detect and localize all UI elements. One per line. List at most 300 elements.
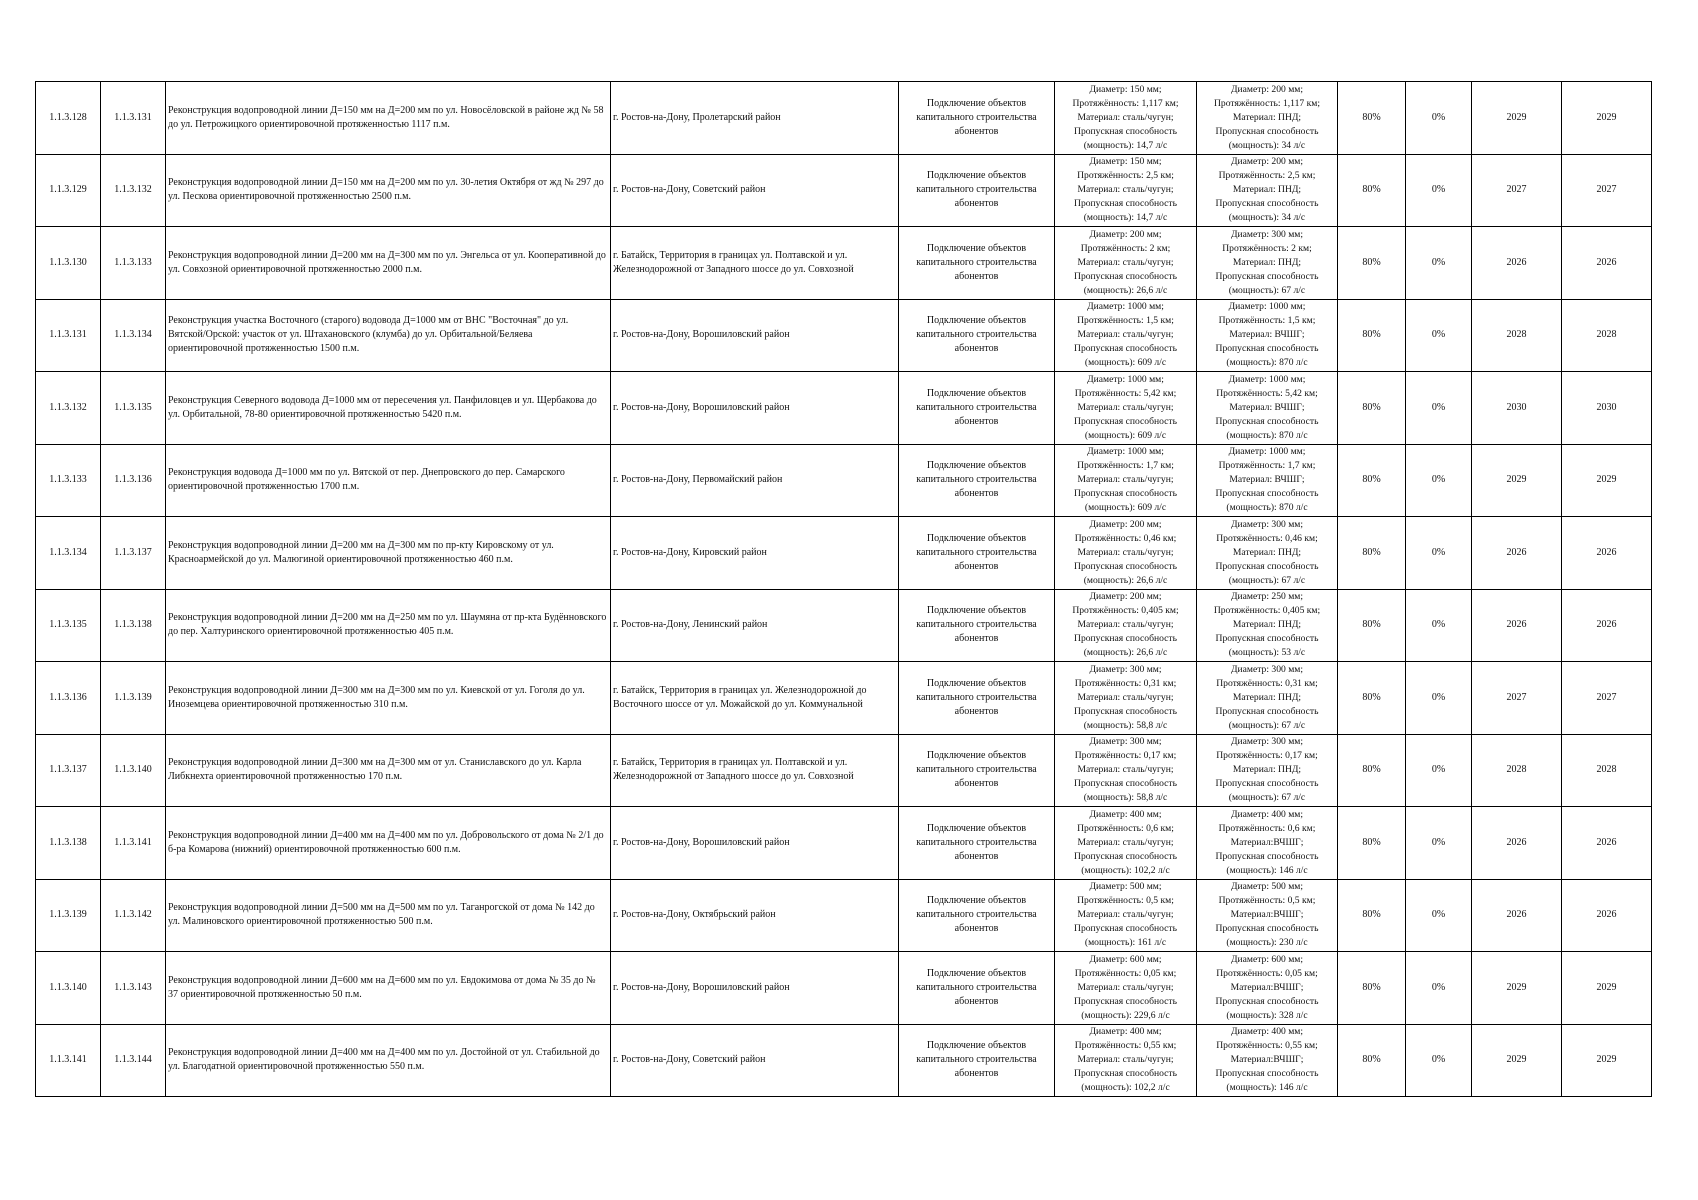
table-row <box>36 952 1652 1025</box>
project-location: г. Ростов-на-Дону, Пролетарский район <box>611 82 899 155</box>
row-number: 1.1.3.130 <box>36 227 101 300</box>
project-name: Реконструкция водопроводной линии Д=500 мм на Д=500 мм по ул. Таганрогской от дома № 142 до ул. Малиновского ориентировочной протяженностью 500 п.м. <box>166 879 611 952</box>
table-row <box>36 662 1652 735</box>
specs-before-line: Материал: сталь/чугун; <box>1077 619 1174 631</box>
progress-percent: 80% <box>1338 154 1406 227</box>
specs-after-line: (мощность): 67 л/с <box>1228 284 1306 296</box>
specs-before-line: Протяжённость: 0,17 км; <box>1074 750 1177 762</box>
specs-before-line: Материал: сталь/чугун; <box>1077 909 1174 921</box>
specs-before-line: Протяжённость: 0,55 км; <box>1074 1040 1177 1052</box>
project-name: Реконструкция водопроводной линии Д=150 мм на Д=200 мм по ул. Новосёловской в районе жд № 58 до ул. Петрожицкого ориентировочной протяженностью 1117 п.м. <box>166 82 611 155</box>
specs-after-line: Материал:ВЧШГ; <box>1230 1054 1304 1066</box>
end-year: 2030 <box>1562 372 1652 445</box>
specs-before-line: Протяжённость: 0,46 км; <box>1074 532 1177 544</box>
specs-before-line: Материал: сталь/чугун; <box>1077 691 1174 703</box>
project-purpose: Подключение объектов капитального строительства абонентов <box>899 662 1055 735</box>
specs-before <box>1055 154 1197 227</box>
specs-before <box>1055 227 1197 300</box>
specs-after-line: Диаметр: 1000 мм; <box>1228 446 1306 458</box>
specs-before-line: Пропускная способность <box>1074 778 1177 790</box>
end-year: 2026 <box>1562 227 1652 300</box>
end-year: 2026 <box>1562 517 1652 590</box>
start-year: 2029 <box>1472 82 1562 155</box>
progress-percent: 80% <box>1338 662 1406 735</box>
end-year: 2027 <box>1562 662 1652 735</box>
document-page <box>35 81 1652 1097</box>
project-location: г. Ростов-на-Дону, Ворошиловский район <box>611 807 899 880</box>
specs-before-line: Пропускная способность <box>1074 488 1177 500</box>
start-year: 2028 <box>1472 734 1562 807</box>
project-location: г. Ростов-на-Дону, Кировский район <box>611 517 899 590</box>
specs-after-line: (мощность): 34 л/с <box>1228 139 1306 151</box>
project-purpose: Подключение объектов капитального строительства абонентов <box>899 517 1055 590</box>
specs-before <box>1055 952 1197 1025</box>
row-number: 1.1.3.131 <box>36 299 101 372</box>
table-row <box>36 444 1652 517</box>
progress-percent: 80% <box>1338 952 1406 1025</box>
specs-before-line: Пропускная способность <box>1074 415 1177 427</box>
project-code: 1.1.3.144 <box>101 1024 166 1097</box>
project-location: г. Ростов-на-Дону, Первомайский район <box>611 444 899 517</box>
progress-percent: 80% <box>1338 227 1406 300</box>
specs-after-line: Материал: ПНД; <box>1232 546 1302 558</box>
table-row <box>36 1024 1652 1097</box>
progress-percent: 80% <box>1338 734 1406 807</box>
project-purpose: Подключение объектов капитального строительства абонентов <box>899 227 1055 300</box>
specs-before-line: (мощность): 58,8 л/с <box>1083 792 1168 804</box>
specs-after-line: Протяжённость: 0,6 км; <box>1218 822 1316 834</box>
project-name: Реконструкция водопроводной линии Д=150 мм на Д=200 мм по ул. 30-летия Октября от жд № 297 до ул. Пескова ориентировочной протяженностью 2500 п.м. <box>166 154 611 227</box>
progress-percent: 80% <box>1338 299 1406 372</box>
specs-before-line: Пропускная способность <box>1074 270 1177 282</box>
specs-after-line: Пропускная способность <box>1215 778 1319 790</box>
completion-percent: 0% <box>1406 227 1472 300</box>
completion-percent: 0% <box>1406 154 1472 227</box>
progress-percent: 80% <box>1338 1024 1406 1097</box>
table-row <box>36 517 1652 590</box>
specs-after-line: Пропускная способность <box>1215 705 1319 717</box>
completion-percent: 0% <box>1406 879 1472 952</box>
specs-after-line: Протяжённость: 0,31 км; <box>1216 677 1318 689</box>
specs-after-line: (мощность): 53 л/с <box>1228 647 1306 659</box>
progress-percent: 80% <box>1338 589 1406 662</box>
progress-percent: 80% <box>1338 517 1406 590</box>
project-code: 1.1.3.143 <box>101 952 166 1025</box>
specs-after-line: Протяжённость: 0,405 км; <box>1213 605 1321 617</box>
specs-before-line: Материал: сталь/чугун; <box>1077 184 1174 196</box>
specs-before-line: Протяжённость: 1,7 км; <box>1077 460 1174 472</box>
specs-before-line: (мощность): 102,2 л/с <box>1081 864 1170 876</box>
row-number: 1.1.3.138 <box>36 807 101 880</box>
row-number: 1.1.3.133 <box>36 444 101 517</box>
project-name: Реконструкция водопроводной линии Д=600 мм на Д=600 мм по ул. Евдокимова от дома № 35 до № 37 ориентировочной протяженностью 50 п.м. <box>166 952 611 1025</box>
specs-after-line: Протяжённость: 0,46 км; <box>1216 532 1318 544</box>
specs-before <box>1055 372 1197 445</box>
specs-before-line: Диаметр: 400 мм; <box>1089 1026 1162 1038</box>
specs-after-line: (мощность): 230 л/с <box>1226 937 1308 949</box>
specs-before-line: (мощность): 229,6 л/с <box>1081 1009 1170 1021</box>
specs-after-line: Материал: ПНД; <box>1232 184 1302 196</box>
specs-after-line: Пропускная способность <box>1215 1068 1319 1080</box>
project-name: Реконструкция водопроводной линии Д=400 мм на Д=400 мм по ул. Достойной от ул. Стабильной до ул. Благодатной ориентировочной протяженностью 550 п.м. <box>166 1024 611 1097</box>
progress-percent: 80% <box>1338 372 1406 445</box>
start-year: 2027 <box>1472 662 1562 735</box>
specs-before-line: Пропускная способность <box>1074 1068 1177 1080</box>
specs-after-line: Протяжённость: 0,5 км; <box>1218 895 1316 907</box>
progress-percent: 80% <box>1338 879 1406 952</box>
specs-before-line: Пропускная способность <box>1074 560 1177 572</box>
specs-after-line: Пропускная способность <box>1215 415 1319 427</box>
specs-after-line: Пропускная способность <box>1215 488 1319 500</box>
specs-after <box>1197 1024 1338 1097</box>
completion-percent: 0% <box>1406 589 1472 662</box>
project-location: г. Батайск, Территория в границах ул. Железнодорожной до Восточного шоссе от ул. Можайской до ул. Коммунальной <box>611 662 899 735</box>
specs-after-line: (мощность): 870 л/с <box>1226 429 1308 441</box>
specs-after-line: Материал: ВЧШГ; <box>1229 401 1305 413</box>
specs-before-line: Пропускная способность <box>1074 198 1177 210</box>
start-year: 2027 <box>1472 154 1562 227</box>
project-purpose: Подключение объектов капитального строительства абонентов <box>899 154 1055 227</box>
project-name: Реконструкция водопроводной линии Д=400 мм на Д=400 мм по ул. Добровольского от дома № 2/1 до б-ра Комарова (нижний) ориентировочной протяженностью 600 п.м. <box>166 807 611 880</box>
project-code: 1.1.3.133 <box>101 227 166 300</box>
specs-before-line: Протяжённость: 0,405 км; <box>1072 605 1179 617</box>
specs-before-line: Протяжённость: 5,42 км; <box>1074 387 1177 399</box>
specs-after-line: Материал:ВЧШГ; <box>1230 909 1304 921</box>
specs-before-line: (мощность): 609 л/с <box>1084 357 1167 369</box>
specs-after <box>1197 662 1338 735</box>
project-code: 1.1.3.135 <box>101 372 166 445</box>
specs-before-line: Материал: сталь/чугун; <box>1077 836 1174 848</box>
specs-before-line: Диаметр: 1000 мм; <box>1087 301 1164 313</box>
specs-before-line: Диаметр: 200 мм; <box>1089 518 1162 530</box>
specs-before-line: Пропускная способность <box>1074 995 1177 1007</box>
specs-before-line: Протяжённость: 1,117 км; <box>1072 97 1179 109</box>
specs-before-line: Материал: сталь/чугун; <box>1077 546 1174 558</box>
specs-after-line: (мощность): 870 л/с <box>1226 502 1308 514</box>
specs-before-line: Протяжённость: 2 км; <box>1080 242 1171 254</box>
row-number: 1.1.3.134 <box>36 517 101 590</box>
end-year: 2029 <box>1562 444 1652 517</box>
project-code: 1.1.3.136 <box>101 444 166 517</box>
progress-percent: 80% <box>1338 807 1406 880</box>
project-purpose: Подключение объектов капитального строительства абонентов <box>899 372 1055 445</box>
start-year: 2026 <box>1472 879 1562 952</box>
specs-after-line: Материал: ВЧШГ; <box>1229 474 1305 486</box>
table-body <box>36 82 1652 1097</box>
specs-before-line: (мощность): 609 л/с <box>1084 502 1167 514</box>
specs-after-line: (мощность): 870 л/с <box>1226 357 1308 369</box>
project-code: 1.1.3.138 <box>101 589 166 662</box>
specs-before-line: Материал: сталь/чугун; <box>1077 329 1174 341</box>
specs-after-line: Протяжённость: 5,42 км; <box>1216 387 1318 399</box>
specs-after-line: Пропускная способность <box>1215 198 1319 210</box>
progress-percent: 80% <box>1338 82 1406 155</box>
specs-after-line: Протяжённость: 0,05 км; <box>1216 967 1318 979</box>
specs-after <box>1197 879 1338 952</box>
project-location: г. Батайск, Территория в границах ул. Полтавской и ул. Железнодорожной от Западного шоссе до ул. Совхозной <box>611 734 899 807</box>
specs-before-line: Диаметр: 400 мм; <box>1089 808 1162 820</box>
project-purpose: Подключение объектов капитального строительства абонентов <box>899 879 1055 952</box>
specs-before-line: Протяжённость: 1,5 км; <box>1077 315 1174 327</box>
project-name: Реконструкция водопроводной линии Д=300 мм на Д=300 мм от ул. Станиславского до ул. Карла Либкнехта ориентировочной протяженностью 170 п.м. <box>166 734 611 807</box>
specs-before-line: Диаметр: 500 мм; <box>1089 881 1162 893</box>
specs-before-line: (мощность): 14,7 л/с <box>1083 139 1168 151</box>
specs-before-line: Диаметр: 600 мм; <box>1089 953 1162 965</box>
specs-after <box>1197 299 1338 372</box>
end-year: 2026 <box>1562 879 1652 952</box>
specs-before <box>1055 299 1197 372</box>
specs-after <box>1197 154 1338 227</box>
project-name: Реконструкция водопроводной линии Д=200 мм на Д=250 мм по ул. Шаумяна от пр-кта Будённовского до пер. Халтуринского ориентировочной протяженностью 405 п.м. <box>166 589 611 662</box>
specs-after-line: Пропускная способность <box>1215 850 1319 862</box>
specs-after <box>1197 734 1338 807</box>
specs-after-line: (мощность): 146 л/с <box>1226 864 1308 876</box>
end-year: 2028 <box>1562 299 1652 372</box>
specs-after-line: Протяжённость: 0,55 км; <box>1216 1040 1318 1052</box>
project-location: г. Ростов-на-Дону, Советский район <box>611 1024 899 1097</box>
specs-before-line: Пропускная способность <box>1074 343 1177 355</box>
table-row <box>36 589 1652 662</box>
specs-after-line: Диаметр: 1000 мм; <box>1228 301 1306 313</box>
specs-before-line: (мощность): 58,8 л/с <box>1083 719 1168 731</box>
specs-before <box>1055 879 1197 952</box>
specs-before-line: (мощность): 26,6 л/с <box>1083 647 1168 659</box>
specs-after-line: Диаметр: 300 мм; <box>1230 663 1304 675</box>
specs-after-line: Пропускная способность <box>1215 560 1319 572</box>
specs-before-line: Пропускная способность <box>1074 923 1177 935</box>
specs-before-line: Диаметр: 150 мм; <box>1089 156 1162 168</box>
table-row <box>36 734 1652 807</box>
end-year: 2029 <box>1562 1024 1652 1097</box>
specs-after-line: Диаметр: 200 мм; <box>1230 83 1304 95</box>
specs-before-line: (мощность): 26,6 л/с <box>1083 284 1168 296</box>
specs-before-line: Материал: сталь/чугун; <box>1077 401 1174 413</box>
completion-percent: 0% <box>1406 952 1472 1025</box>
specs-after-line: Протяжённость: 1,117 км; <box>1214 97 1320 109</box>
specs-before-line: Диаметр: 200 мм; <box>1089 591 1162 603</box>
specs-before <box>1055 444 1197 517</box>
specs-before <box>1055 589 1197 662</box>
completion-percent: 0% <box>1406 662 1472 735</box>
completion-percent: 0% <box>1406 444 1472 517</box>
project-code: 1.1.3.134 <box>101 299 166 372</box>
project-code: 1.1.3.132 <box>101 154 166 227</box>
specs-after-line: Пропускная способность <box>1215 923 1319 935</box>
project-name: Реконструкция водопроводной линии Д=200 мм на Д=300 мм по пр-кту Кировскому от ул. Красноармейской до ул. Малюгиной ориентировочной протяженностью 460 п.м. <box>166 517 611 590</box>
project-location: г. Ростов-на-Дону, Советский район <box>611 154 899 227</box>
project-purpose: Подключение объектов капитального строительства абонентов <box>899 444 1055 517</box>
project-code: 1.1.3.137 <box>101 517 166 590</box>
project-location: г. Ростов-на-Дону, Октябрьский район <box>611 879 899 952</box>
specs-before-line: Диаметр: 300 мм; <box>1089 736 1162 748</box>
specs-before-line: (мощность): 26,6 л/с <box>1083 574 1168 586</box>
project-purpose: Подключение объектов капитального строительства абонентов <box>899 82 1055 155</box>
project-name: Реконструкция водопроводной линии Д=200 мм на Д=300 мм по ул. Энгельса от ул. Кооперативной до ул. Совхозной ориентировочной протяженностью 2000 п.м. <box>166 227 611 300</box>
start-year: 2026 <box>1472 807 1562 880</box>
specs-before-line: Материал: сталь/чугун; <box>1077 474 1174 486</box>
project-name: Реконструкция Северного водовода Д=1000 мм от пересечения ул. Панфиловцев и ул. Щербакова до ул. Орбитальной, 78-80 ориентировочной протяженностью 5420 п.м. <box>166 372 611 445</box>
specs-after-line: Пропускная способность <box>1215 633 1319 645</box>
specs-before-line: Диаметр: 1000 мм; <box>1087 373 1164 385</box>
specs-before <box>1055 1024 1197 1097</box>
row-number: 1.1.3.137 <box>36 734 101 807</box>
specs-after <box>1197 372 1338 445</box>
specs-after-line: (мощность): 34 л/с <box>1228 212 1306 224</box>
specs-before-line: (мощность): 609 л/с <box>1084 429 1167 441</box>
end-year: 2027 <box>1562 154 1652 227</box>
specs-after-line: Пропускная способность <box>1215 125 1319 137</box>
end-year: 2029 <box>1562 82 1652 155</box>
specs-after <box>1197 444 1338 517</box>
project-purpose: Подключение объектов капитального строительства абонентов <box>899 589 1055 662</box>
specs-before <box>1055 807 1197 880</box>
project-name: Реконструкция водопроводной линии Д=300 мм на Д=300 мм по ул. Киевской от ул. Гоголя до ул. Иноземцева ориентировочной протяженностью 310 п.м. <box>166 662 611 735</box>
specs-after <box>1197 807 1338 880</box>
specs-after-line: Диаметр: 400 мм; <box>1230 808 1304 820</box>
specs-before-line: Диаметр: 200 мм; <box>1089 228 1162 240</box>
project-location: г. Батайск, Территория в границах ул. Полтавской и ул. Железнодорожной от Западного шоссе до ул. Совхозной <box>611 227 899 300</box>
specs-after-line: Протяжённость: 0,17 км; <box>1216 750 1318 762</box>
specs-after-line: Материал: ВЧШГ; <box>1229 329 1305 341</box>
specs-after-line: Пропускная способность <box>1215 343 1319 355</box>
specs-before-line: (мощность): 14,7 л/с <box>1083 212 1168 224</box>
completion-percent: 0% <box>1406 1024 1472 1097</box>
start-year: 2029 <box>1472 952 1562 1025</box>
specs-after <box>1197 517 1338 590</box>
specs-after-line: Пропускная способность <box>1215 995 1319 1007</box>
project-purpose: Подключение объектов капитального строительства абонентов <box>899 807 1055 880</box>
table-row <box>36 82 1652 155</box>
project-name: Реконструкция участка Восточного (старого) водовода Д=1000 мм от ВНС "Восточная" до ул. Вятской/Орской: участок от ул. Штахановского (клумба) до ул. Орбитальной/Беляева ориентировочной протяженностью 1500 п.м. <box>166 299 611 372</box>
row-number: 1.1.3.139 <box>36 879 101 952</box>
specs-after-line: Протяжённость: 1,7 км; <box>1218 460 1316 472</box>
project-code: 1.1.3.140 <box>101 734 166 807</box>
project-purpose: Подключение объектов капитального строительства абонентов <box>899 299 1055 372</box>
specs-after-line: Диаметр: 300 мм; <box>1230 736 1304 748</box>
specs-after-line: Материал: ПНД; <box>1232 111 1302 123</box>
table-row <box>36 372 1652 445</box>
specs-after-line: Диаметр: 600 мм; <box>1230 953 1304 965</box>
specs-after-line: Диаметр: 500 мм; <box>1230 881 1304 893</box>
project-code: 1.1.3.141 <box>101 807 166 880</box>
project-purpose: Подключение объектов капитального строительства абонентов <box>899 734 1055 807</box>
specs-before <box>1055 734 1197 807</box>
specs-before-line: Пропускная способность <box>1074 850 1177 862</box>
completion-percent: 0% <box>1406 807 1472 880</box>
table-row <box>36 154 1652 227</box>
project-code: 1.1.3.139 <box>101 662 166 735</box>
table-row <box>36 879 1652 952</box>
start-year: 2026 <box>1472 227 1562 300</box>
specs-after-line: Диаметр: 200 мм; <box>1230 156 1304 168</box>
specs-after-line: Протяжённость: 2 км; <box>1222 242 1312 254</box>
row-number: 1.1.3.135 <box>36 589 101 662</box>
specs-after-line: (мощность): 67 л/с <box>1228 574 1306 586</box>
table-row <box>36 807 1652 880</box>
start-year: 2028 <box>1472 299 1562 372</box>
specs-before-line: (мощность): 161 л/с <box>1084 937 1167 949</box>
specs-before-line: Материал: сталь/чугун; <box>1077 111 1174 123</box>
specs-after-line: Материал:ВЧШГ; <box>1230 981 1304 993</box>
specs-after-line: (мощность): 328 л/с <box>1226 1009 1308 1021</box>
specs-before-line: Материал: сталь/чугун; <box>1077 1054 1174 1066</box>
completion-percent: 0% <box>1406 299 1472 372</box>
specs-before-line: Пропускная способность <box>1074 633 1177 645</box>
specs-before-line: Протяжённость: 0,31 км; <box>1074 677 1177 689</box>
project-location: г. Ростов-на-Дону, Ворошиловский район <box>611 952 899 1025</box>
specs-after-line: Материал: ПНД; <box>1232 764 1302 776</box>
completion-percent: 0% <box>1406 82 1472 155</box>
specs-after <box>1197 589 1338 662</box>
completion-percent: 0% <box>1406 372 1472 445</box>
row-number: 1.1.3.129 <box>36 154 101 227</box>
end-year: 2029 <box>1562 952 1652 1025</box>
specs-after <box>1197 82 1338 155</box>
project-code: 1.1.3.142 <box>101 879 166 952</box>
project-location: г. Ростов-на-Дону, Ленинский район <box>611 589 899 662</box>
specs-before-line: Пропускная способность <box>1074 125 1177 137</box>
project-name: Реконструкция водовода Д=1000 мм по ул. Вятской от пер. Днепровского до пер. Самарского ориентировочной протяженностью 1700 п.м. <box>166 444 611 517</box>
project-location: г. Ростов-на-Дону, Ворошиловский район <box>611 299 899 372</box>
progress-percent: 80% <box>1338 444 1406 517</box>
specs-after-line: Диаметр: 1000 мм; <box>1228 373 1306 385</box>
specs-after-line: Протяжённость: 2,5 км; <box>1218 170 1316 182</box>
start-year: 2029 <box>1472 1024 1562 1097</box>
row-number: 1.1.3.140 <box>36 952 101 1025</box>
row-number: 1.1.3.136 <box>36 662 101 735</box>
specs-before <box>1055 662 1197 735</box>
completion-percent: 0% <box>1406 517 1472 590</box>
project-location: г. Ростов-на-Дону, Ворошиловский район <box>611 372 899 445</box>
specs-after-line: Материал: ПНД; <box>1232 691 1302 703</box>
specs-after-line: Пропускная способность <box>1215 270 1319 282</box>
specs-after-line: Материал: ПНД; <box>1232 619 1302 631</box>
end-year: 2026 <box>1562 807 1652 880</box>
specs-after-line: (мощность): 67 л/с <box>1228 792 1306 804</box>
specs-after-line: Диаметр: 300 мм; <box>1230 518 1304 530</box>
start-year: 2029 <box>1472 444 1562 517</box>
table-row <box>36 227 1652 300</box>
row-number: 1.1.3.141 <box>36 1024 101 1097</box>
specs-before-line: Протяжённость: 0,05 км; <box>1074 967 1177 979</box>
specs-after <box>1197 952 1338 1025</box>
end-year: 2028 <box>1562 734 1652 807</box>
specs-before-line: Материал: сталь/чугун; <box>1077 981 1174 993</box>
end-year: 2026 <box>1562 589 1652 662</box>
specs-before-line: Диаметр: 150 мм; <box>1089 83 1162 95</box>
specs-before-line: (мощность): 102,2 л/с <box>1081 1082 1170 1094</box>
specs-before <box>1055 82 1197 155</box>
specs-after-line: Диаметр: 300 мм; <box>1230 228 1304 240</box>
start-year: 2026 <box>1472 517 1562 590</box>
specs-before <box>1055 517 1197 590</box>
start-year: 2030 <box>1472 372 1562 445</box>
specs-after-line: (мощность): 146 л/с <box>1226 1082 1308 1094</box>
specs-after-line: Материал: ПНД; <box>1232 256 1302 268</box>
specs-before-line: Пропускная способность <box>1074 705 1177 717</box>
specs-after-line: Материал:ВЧШГ; <box>1230 836 1304 848</box>
row-number: 1.1.3.128 <box>36 82 101 155</box>
completion-percent: 0% <box>1406 734 1472 807</box>
specs-before-line: Диаметр: 300 мм; <box>1089 663 1162 675</box>
specs-after-line: Диаметр: 250 мм; <box>1230 591 1304 603</box>
specs-before-line: Материал: сталь/чугун; <box>1077 256 1174 268</box>
specs-before-line: Материал: сталь/чугун; <box>1077 764 1174 776</box>
project-purpose: Подключение объектов капитального строительства абонентов <box>899 1024 1055 1097</box>
specs-before-line: Протяжённость: 2,5 км; <box>1077 170 1174 182</box>
project-purpose: Подключение объектов капитального строительства абонентов <box>899 952 1055 1025</box>
table-row <box>36 299 1652 372</box>
